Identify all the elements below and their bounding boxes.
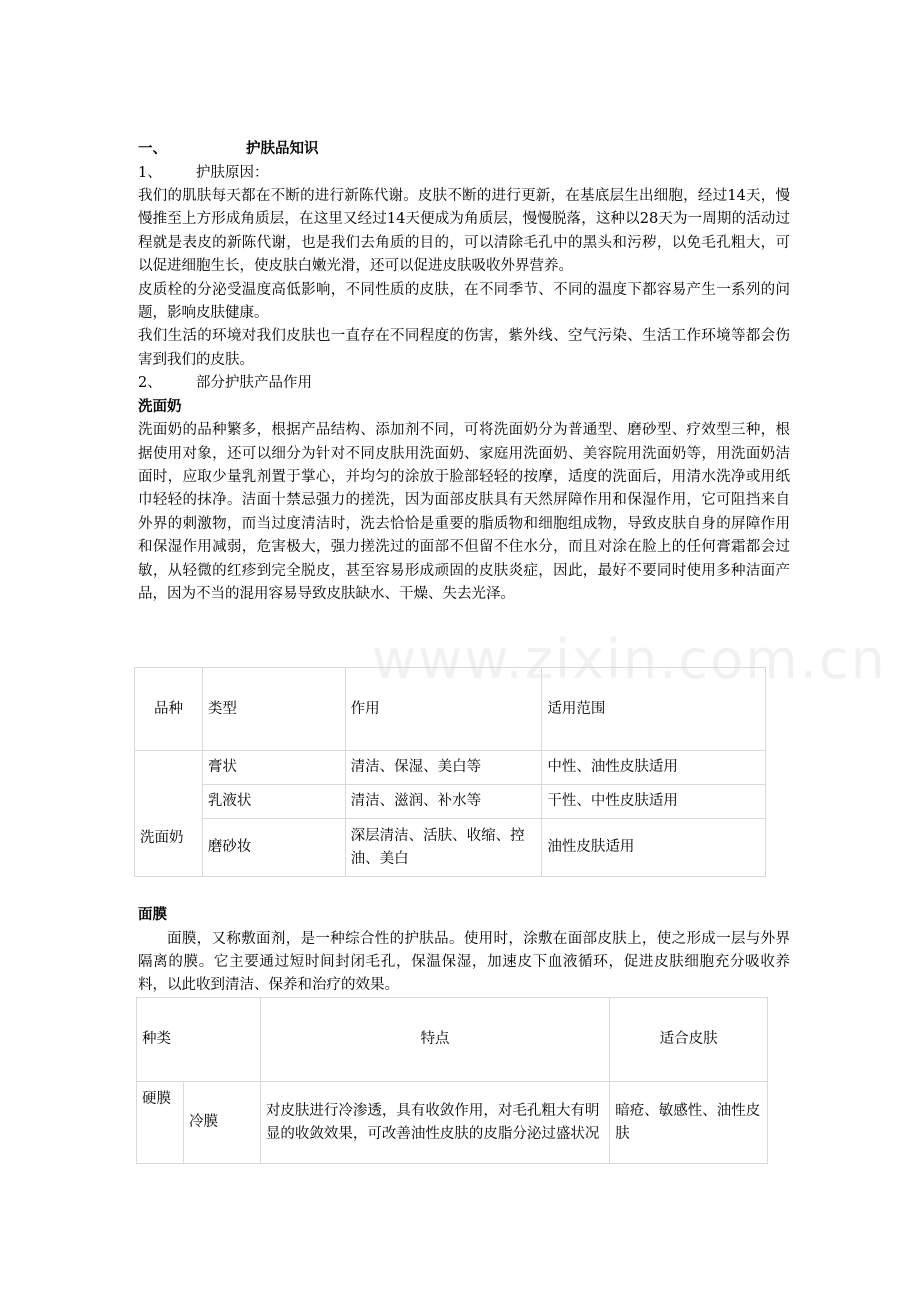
table-header-row (135, 668, 766, 751)
table-cell: 暗疮、敏感性、油性皮肤 (610, 1082, 768, 1164)
cleanser-table (134, 667, 766, 877)
section1-heading (138, 162, 790, 186)
mask-table (136, 997, 768, 1164)
table-cell: 干性、中性皮肤适用 (542, 785, 766, 819)
cleanser-paragraph: 洗面奶的品种繁多，根据产品结构、添加剂不同，可将洗面奶分为普通型、磨砂型、疗效型三种，根据使用对象，还可以细分为针对不同皮肤用洗面奶、家庭用洗面奶、美容院用洗面奶等，用洗面奶洁面时，应取少量乳剂置于掌心，并均匀的涂放于脸部轻轻的按摩，适度的洗面后，用清水洗净或用纸巾轻轻的抹净。洁面十禁忌强力的搓洗，因为面部皮肤具有天然屏障作用和保湿作用，它可阻挡来自外界的刺激物，而当过度清洁时，洗去恰恰是重要的脂质物和细胞组成物，导致皮肤自身的屏障作用和保湿作用减弱，危害极大，强力搓洗过的面部不但留不住水分，而且对涂在脸上的任何膏霜都会过敏，从轻微的红疹到完全脱皮，甚至容易形成顽固的皮肤炎症，因此，最好不要同时使用多种洁面产品，因为不当的混用容易导致皮肤缺水、干燥、失去光泽。 (138, 422, 790, 603)
header-cell: 适合皮肤 (610, 998, 768, 1082)
heading-title: 护肤品知识 (246, 141, 319, 157)
table-cell: 油性皮肤适用 (542, 819, 766, 877)
table-row (135, 751, 766, 785)
paragraph-sebum: 皮质栓的分泌受温度高低影响，不同性质的皮肤，在不同季节、不同的温度下都容易产生一系列的问题，影响皮肤健康。 (138, 281, 790, 322)
heading-number: 一、 (138, 141, 167, 157)
header-cell: 品种 (135, 668, 203, 751)
mask-section (138, 904, 790, 998)
paragraph-environment: 我们生活的环境对我们皮肤也一直存在不同程度的伤害，紫外线、空气污染、生活工作环境等都会伤害到我们的皮肤。 (138, 328, 790, 368)
table-row (135, 785, 766, 819)
table-cell: 清洁、滋润、补水等 (345, 785, 542, 819)
table-cell: 深层清洁、活肤、收缩、控油、美白 (345, 819, 542, 877)
table-row (137, 1082, 768, 1164)
table-cell: 硬膜 (137, 1082, 184, 1164)
mask-title: 面膜 (138, 907, 167, 923)
table-cell: 清洁、保湿、美白等 (345, 751, 542, 785)
table-cell: 冷膜 (183, 1082, 260, 1164)
table-cell: 乳液状 (202, 785, 345, 819)
mask-paragraph: 面膜，又称敷面剂，是一种综合性的护肤品。使用时，涂敷在面部皮肤上，使之形成一层与外界隔离的膜。它主要通过短时间封闭毛孔，保温保湿，加速皮下血液循环，促进皮肤细胞充分吸收养料，以此收到清洁、保养和治疗的效果。 (138, 930, 790, 994)
table-cell: 膏状 (202, 751, 345, 785)
header-cell: 特点 (260, 998, 609, 1082)
header-cell: 作用 (345, 668, 542, 751)
section1-number: 1、 (138, 164, 162, 181)
main-heading (138, 138, 790, 162)
header-cell: 类型 (202, 668, 345, 751)
section2-title: 部分护肤产品作用 (196, 375, 312, 392)
cleanser-title: 洗面奶 (138, 398, 182, 415)
table-row (135, 819, 766, 877)
section2-number: 2、 (138, 375, 162, 392)
table-cell: 磨砂妆 (202, 819, 345, 877)
document-body (138, 138, 790, 607)
paragraph-metabolism: 我们的肌肤每天都在不断的进行新陈代谢。皮肤不断的进行更新，在基底层生出细胞，经过14天，慢慢推至上方形成角质层，在这里又经过14天便成为角质层，慢慢脱落，这种以28天为一周期的活动过程就是表皮的新陈代谢，也是我们去角质的目的，可以清除毛孔中的黑头和污秽，以免毛孔粗大，可以促进细胞生长，使皮肤白嫩光滑，还可以促进皮肤吸收外界营养。 (138, 188, 790, 275)
watermark: www.zixin.com.cn (372, 628, 887, 691)
section1-title: 护肤原因： (196, 164, 269, 181)
table-cell: 中性、油性皮肤适用 (542, 751, 766, 785)
header-cell: 适用范围 (542, 668, 766, 751)
category-cell: 洗面奶 (135, 751, 203, 877)
table-cell: 对皮肤进行冷渗透，具有收敛作用，对毛孔粗大有明显的收敛效果，可改善油性皮肤的皮脂分泌过盛状况 (260, 1082, 609, 1164)
header-cell: 种类 (137, 998, 261, 1082)
section2-heading (138, 372, 790, 396)
table-header-row (137, 998, 768, 1082)
